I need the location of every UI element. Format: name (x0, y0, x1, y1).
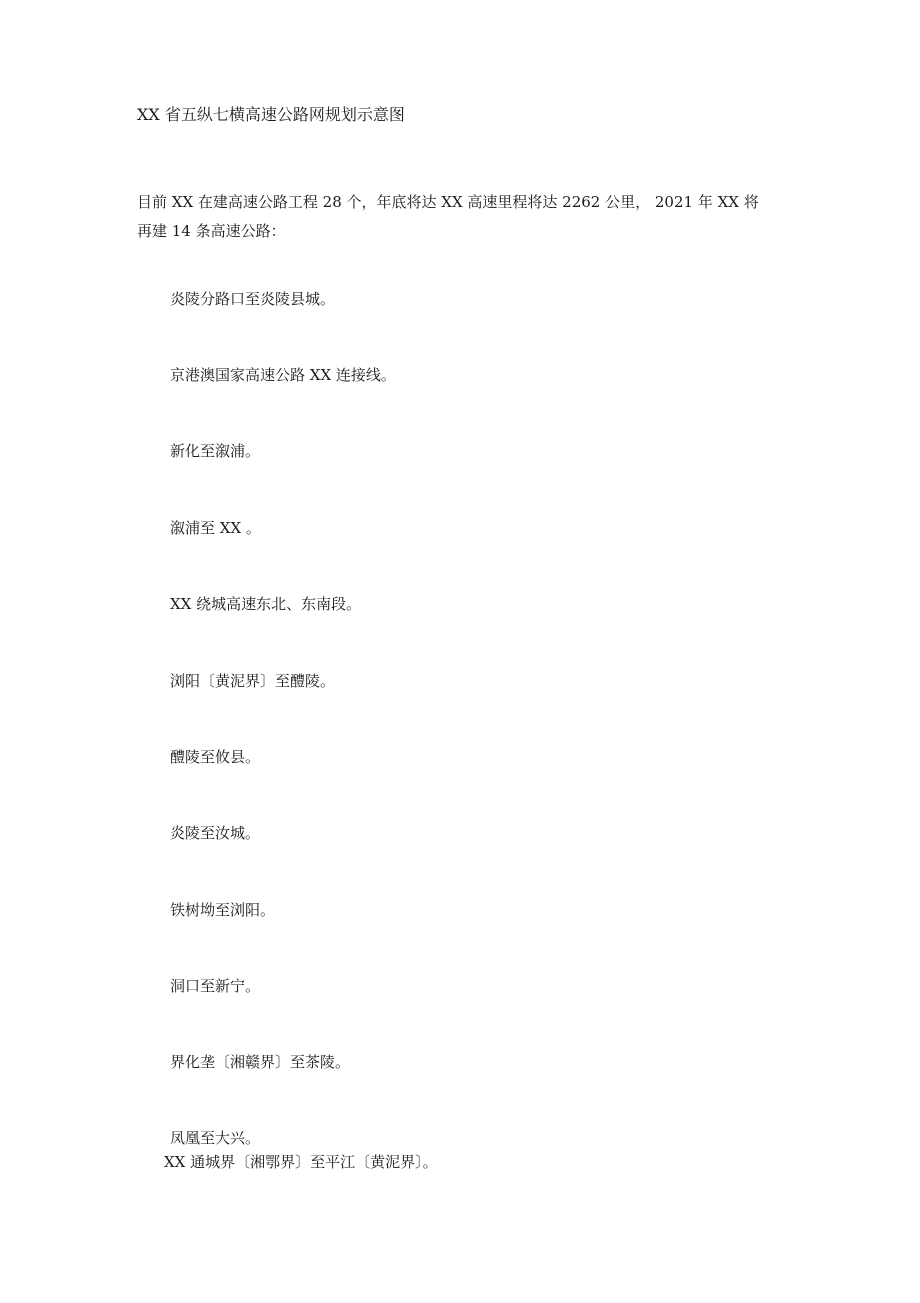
intro-paragraph (137, 188, 797, 246)
list-item: 界化垄〔湘赣界〕至茶陵。 (170, 1053, 351, 1071)
list-item: 铁树坳至浏阳。 (170, 901, 276, 919)
list-item: 京港澳国家高速公路 XX 连接线。 (170, 366, 396, 384)
list-item: 炎陵分路口至炎陵县城。 (170, 290, 336, 308)
list-item: 新化至溆浦。 (170, 442, 261, 460)
list-item: 醴陵至攸县。 (170, 748, 261, 766)
list-item: 炎陵至汝城。 (170, 824, 261, 842)
intro-line-2: 再建 14 条高速公路： (137, 222, 286, 240)
list-item: 溆浦至 XX 。 (170, 519, 261, 537)
page-title: XX 省五纵七横高速公路网规划示意图 (137, 105, 405, 124)
intro-line-1: 目前 XX 在建高速公路工程 28 个，年底将达 XX 高速里程将达 2262 公里， 2021 年 XX 将 (137, 193, 759, 211)
list-item: 凤凰至大兴。 (170, 1129, 261, 1147)
list-item: 浏阳〔黄泥界〕至醴陵。 (170, 672, 336, 690)
list-item: XX 绕城高速东北、东南段。 (170, 595, 362, 613)
list-item: XX 通城界〔湘鄂界〕至平江〔黄泥界〕。 (164, 1153, 438, 1171)
list-item: 洞口至新宁。 (170, 977, 261, 995)
